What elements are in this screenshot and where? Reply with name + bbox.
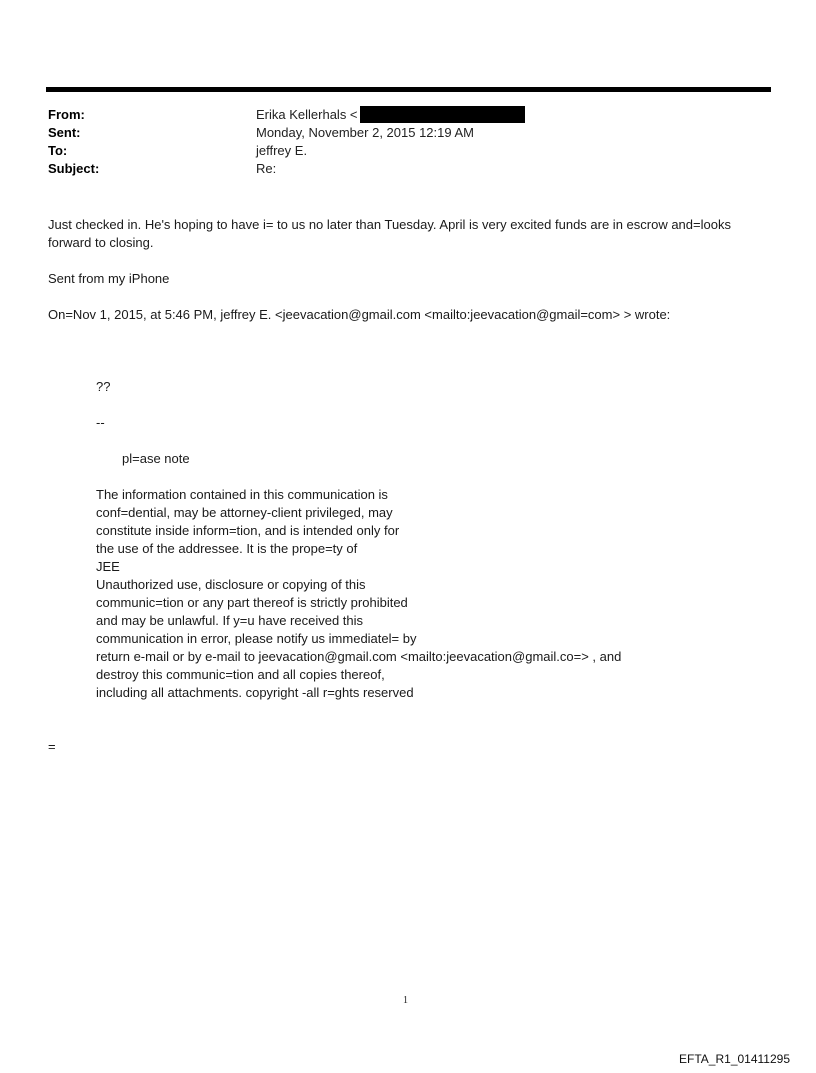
disclaimer-line: conf=dential, may be attorney-client privileged, may bbox=[96, 505, 393, 520]
signature-line: Sent from my iPhone bbox=[48, 271, 170, 286]
disclaimer-line: including all attachments. copyright -all r=ghts reserved bbox=[96, 685, 414, 700]
sent-row bbox=[48, 124, 768, 142]
disclaimer-line: JEE bbox=[96, 559, 120, 574]
to-row bbox=[48, 142, 768, 160]
disclaimer-line: communic=tion or any part thereof is strictly prohibited bbox=[96, 595, 408, 610]
to-label: To: bbox=[48, 143, 68, 158]
page-number: 1 bbox=[403, 995, 408, 1006]
from-value bbox=[256, 106, 525, 124]
redaction-box bbox=[360, 106, 525, 123]
from-name: Erika Kellerhals < bbox=[256, 107, 358, 122]
from-row bbox=[48, 106, 768, 124]
message-paragraph: Just checked in. He's hoping to have i= to us no later than Tuesday. April is very excited funds are in escrow and=looks forward to closing. bbox=[48, 217, 731, 250]
quoted-note: pl=ase note bbox=[122, 451, 190, 466]
disclaimer-line: communication in error, please notify us immediatel= by bbox=[96, 631, 417, 646]
disclaimer-line: Unauthorized use, disclosure or copying of this bbox=[96, 577, 366, 592]
confidentiality-disclaimer bbox=[96, 486, 736, 702]
trailing-equals: = bbox=[48, 739, 56, 754]
disclaimer-line: The information contained in this communication is bbox=[96, 487, 388, 502]
reply-attribution: On=Nov 1, 2015, at 5:46 PM, jeffrey E. <jeevacation@gmail.com <mailto:jeevacation@gmail=com> > wrote: bbox=[48, 307, 671, 322]
sent-value: Monday, November 2, 2015 12:19 AM bbox=[256, 125, 474, 140]
header-divider bbox=[46, 87, 771, 92]
disclaimer-line: the use of the addressee. It is the prope=ty of bbox=[96, 541, 358, 556]
disclaimer-line: and may be unlawful. If y=u have received this bbox=[96, 613, 364, 628]
subject-value: Re: bbox=[256, 161, 277, 176]
disclaimer-line: destroy this communic=tion and all copies thereof, bbox=[96, 667, 385, 682]
disclaimer-line: constitute inside inform=tion, and is intended only for bbox=[96, 523, 400, 538]
from-label: From: bbox=[48, 107, 85, 122]
quoted-question: ?? bbox=[96, 379, 111, 394]
quoted-separator: -- bbox=[96, 415, 105, 430]
email-header bbox=[48, 106, 768, 178]
to-value: jeffrey E. bbox=[256, 143, 308, 158]
subject-row bbox=[48, 160, 768, 178]
disclaimer-line: return e-mail or by e-mail to jeevacation@gmail.com <mailto:jeevacation@gmail.co=> , and bbox=[96, 649, 622, 664]
subject-label: Subject: bbox=[48, 161, 100, 176]
sent-label: Sent: bbox=[48, 125, 81, 140]
document-id: EFTA_R1_01411295 bbox=[679, 1052, 790, 1066]
